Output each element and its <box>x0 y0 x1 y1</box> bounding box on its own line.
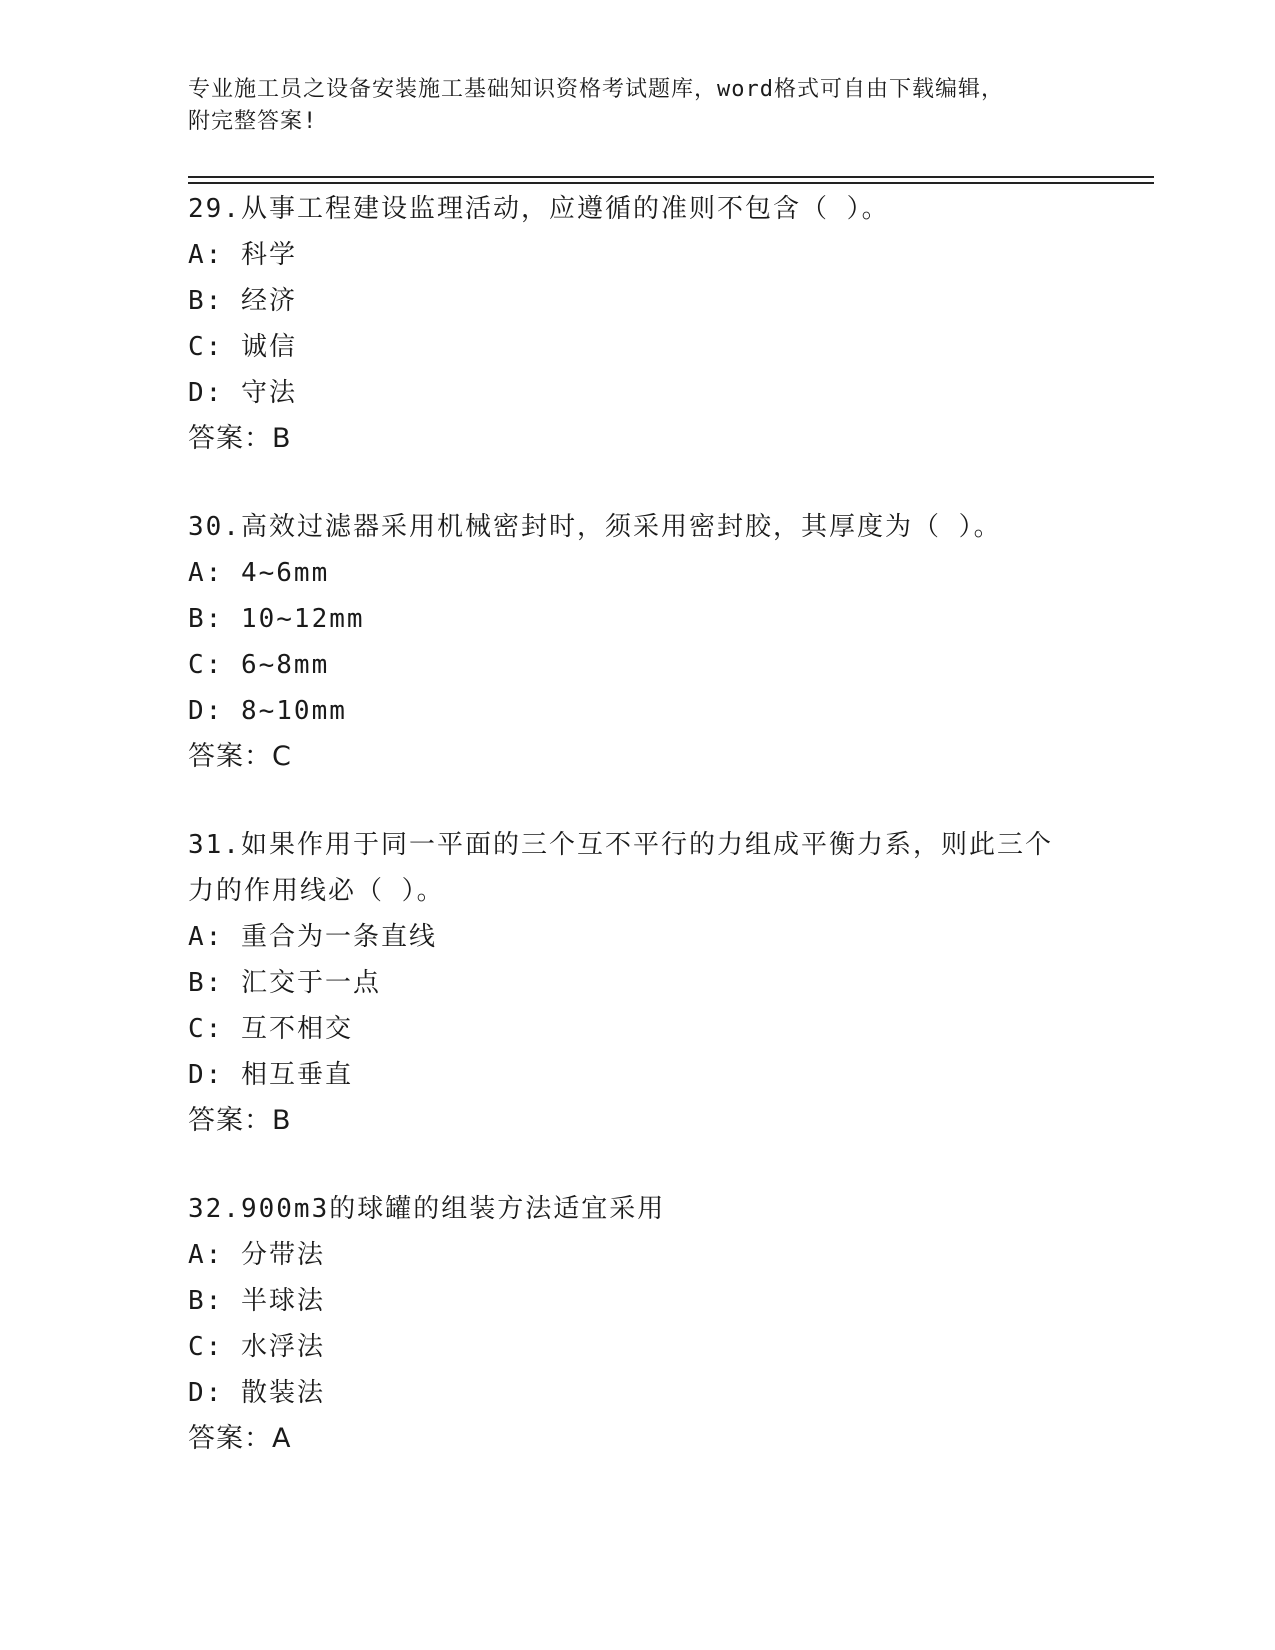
question-block <box>188 822 1088 1144</box>
option-c: C: 诚信 <box>188 332 297 362</box>
question-stem-line: 力的作用线必（ ）。 <box>188 876 445 906</box>
answer-line: 答案：B <box>188 423 292 454</box>
option-a: A: 分带法 <box>188 1240 325 1270</box>
option-a: A: 科学 <box>188 240 297 270</box>
header-line-1: 专业施工员之设备安装施工基础知识资格考试题库，word格式可自由下载编辑， <box>188 77 1004 102</box>
question-block <box>188 1186 1088 1462</box>
option-a: A: 4~6mm <box>188 558 330 588</box>
question-stem-line: 31.如果作用于同一平面的三个互不平行的力组成平衡力系，则此三个 <box>188 830 1053 860</box>
document-header <box>188 74 1088 138</box>
question-stem <box>188 504 1088 550</box>
option-c: C: 互不相交 <box>188 1014 353 1044</box>
option-d: D: 守法 <box>188 378 297 408</box>
option-d: D: 相互垂直 <box>188 1060 353 1090</box>
question-block <box>188 504 1088 780</box>
answer-line: 答案：C <box>188 741 292 772</box>
option-d: D: 8~10mm <box>188 696 347 726</box>
question-stem-line: 32.900m3的球罐的组装方法适宜采用 <box>188 1194 666 1224</box>
option-a: A: 重合为一条直线 <box>188 922 437 952</box>
header-divider-top <box>188 176 1154 178</box>
question-stem-line: 30.高效过滤器采用机械密封时，须采用密封胶，其厚度为（ ）。 <box>188 512 1002 542</box>
option-b: B: 半球法 <box>188 1286 325 1316</box>
answer-line: 答案：A <box>188 1423 292 1454</box>
question-stem <box>188 186 1088 232</box>
option-b: B: 汇交于一点 <box>188 968 381 998</box>
option-b: B: 10~12mm <box>188 604 365 634</box>
option-c: C: 水浮法 <box>188 1332 325 1362</box>
header-line-2: 附完整答案! <box>188 109 318 134</box>
option-d: D: 散装法 <box>188 1378 325 1408</box>
question-stem <box>188 1186 1088 1232</box>
question-block <box>188 186 1088 462</box>
question-stem <box>188 822 1088 914</box>
header-divider-bottom <box>188 182 1154 184</box>
option-c: C: 6~8mm <box>188 650 330 680</box>
question-stem-line: 29.从事工程建设监理活动，应遵循的准则不包含（ ）。 <box>188 194 890 224</box>
option-b: B: 经济 <box>188 286 297 316</box>
answer-line: 答案：B <box>188 1105 292 1136</box>
